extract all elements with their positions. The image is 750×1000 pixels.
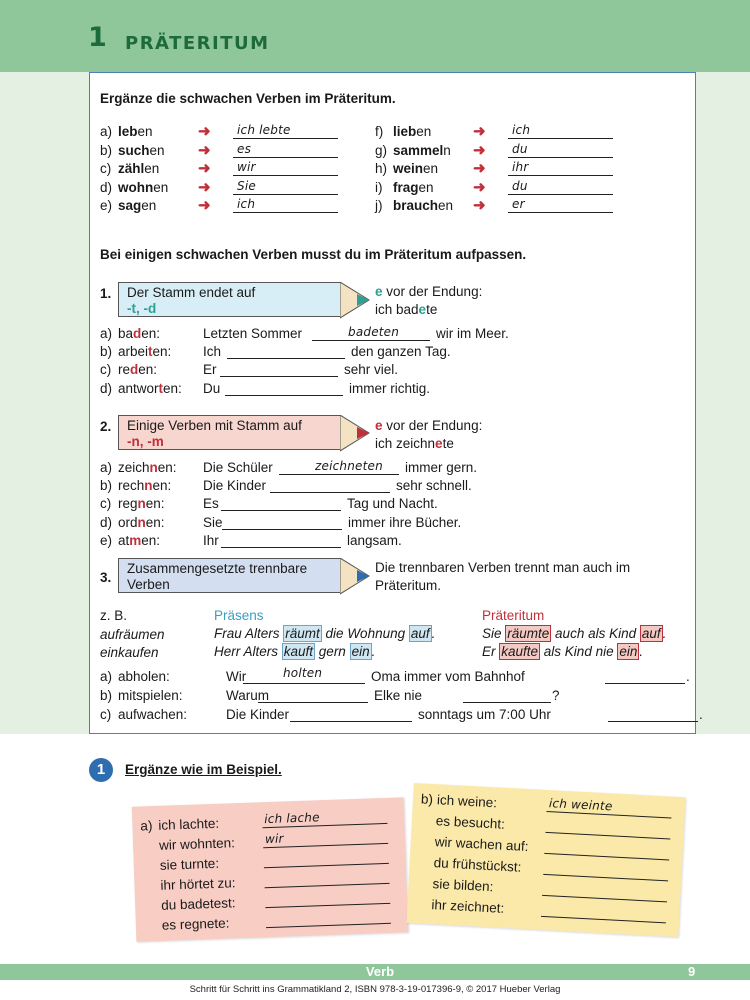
footer-citation: Schritt für Schritt ins Grammatikland 2, ISBN 978-3-19-017396-9, © 2017 Hueber Verlag bbox=[189, 984, 561, 995]
item-label: g) bbox=[375, 142, 388, 158]
verb-part: at bbox=[118, 532, 130, 548]
verb bbox=[118, 460, 177, 475]
item-label: e) bbox=[100, 198, 113, 213]
answer-blank[interactable] bbox=[263, 828, 388, 848]
praesens-heading: Präsens bbox=[214, 608, 264, 623]
verb-part: ba bbox=[118, 326, 134, 341]
card-prompt: wir wachen auf: bbox=[434, 834, 529, 855]
verb-ending: en bbox=[153, 179, 169, 195]
verb-ending: en bbox=[418, 179, 434, 195]
rule2-example-e: e bbox=[435, 436, 443, 451]
card-a-label: a) bbox=[140, 818, 153, 834]
rule2-example bbox=[375, 436, 454, 451]
verb-highlight: m bbox=[129, 532, 142, 548]
answer-text: ich bbox=[512, 123, 531, 137]
answer-blank[interactable] bbox=[264, 868, 389, 888]
sentence-end: wir im Meer. bbox=[436, 326, 509, 341]
answer-blank[interactable] bbox=[508, 142, 613, 158]
rule1-line2: -t, -d bbox=[127, 301, 157, 316]
sentence-start: Wir bbox=[226, 669, 247, 684]
verb: abholen: bbox=[118, 669, 170, 684]
highlight-prefix: ein bbox=[619, 644, 638, 659]
answer-blank[interactable] bbox=[258, 687, 368, 703]
item-label: a) bbox=[100, 124, 113, 139]
verb-ending: en bbox=[144, 161, 160, 176]
answer-blank[interactable] bbox=[508, 160, 613, 176]
answer-blank[interactable] bbox=[220, 361, 338, 377]
pencil-tip-icon bbox=[340, 282, 370, 319]
sentence-middle: Oma immer vom Bahnhof bbox=[371, 669, 525, 684]
page-number: 9 bbox=[688, 964, 696, 979]
answer-text: wir bbox=[264, 831, 284, 847]
sentence-middle: sonntags um 7:00 Uhr bbox=[418, 707, 551, 722]
answer-blank[interactable] bbox=[262, 808, 387, 828]
verb-stem: sag bbox=[118, 198, 142, 213]
verb-part: en: bbox=[145, 496, 165, 512]
item-label: c) bbox=[100, 707, 112, 722]
verb bbox=[393, 124, 431, 139]
item-label: b) bbox=[100, 344, 113, 360]
verb-ending: en bbox=[438, 198, 454, 213]
arrow-right-icon: ➜ bbox=[473, 178, 486, 196]
rule1-number: 1. bbox=[100, 286, 112, 301]
sentence-end: . bbox=[686, 669, 690, 684]
answer-blank-2[interactable] bbox=[463, 687, 551, 703]
arrow-right-icon: ➜ bbox=[473, 123, 486, 140]
verb-ending: en bbox=[137, 124, 153, 139]
item-label: c) bbox=[100, 161, 112, 176]
verb bbox=[118, 124, 153, 139]
item-label: c) bbox=[100, 496, 112, 512]
answer-blank[interactable] bbox=[545, 817, 671, 840]
answer-blank[interactable] bbox=[543, 859, 669, 882]
card-prompt: ihr zeichnet: bbox=[431, 897, 505, 916]
rule1-example-b: te bbox=[426, 302, 438, 317]
answer-blank[interactable] bbox=[233, 142, 338, 158]
rule3-note-line1: Die trennbaren Verben trennt man auch im bbox=[375, 560, 631, 575]
verb-part: en: bbox=[163, 380, 182, 396]
sentence-end: Tag und Nacht. bbox=[347, 496, 438, 512]
verb-part: antwor bbox=[118, 380, 159, 396]
card-prompt: es regnete: bbox=[161, 915, 230, 933]
answer-blank[interactable] bbox=[233, 197, 338, 213]
highlight-verb: räumt bbox=[285, 626, 320, 641]
verb bbox=[393, 198, 453, 213]
answer-text: du bbox=[512, 178, 528, 193]
arrow-right-icon: ➜ bbox=[473, 160, 486, 177]
answer-blank[interactable] bbox=[233, 179, 338, 195]
verb-stem: brauch bbox=[393, 198, 439, 213]
answer-blank[interactable] bbox=[222, 514, 342, 530]
rule1-example bbox=[375, 302, 437, 317]
answer-blank[interactable] bbox=[508, 123, 613, 139]
verb-stem: wein bbox=[393, 161, 424, 176]
sentence-end: langsam. bbox=[347, 532, 402, 548]
item-label: b) bbox=[100, 478, 113, 494]
answer-blank[interactable] bbox=[221, 495, 341, 511]
item-label: h) bbox=[375, 161, 388, 176]
verb bbox=[118, 344, 171, 359]
verb: aufwachen: bbox=[118, 707, 188, 722]
example-marker: z. B. bbox=[100, 608, 128, 623]
verb-highlight: n bbox=[144, 478, 153, 494]
rule2-line2: -n, -m bbox=[127, 434, 164, 449]
rule1-example-a: ich bad bbox=[375, 302, 419, 317]
verb bbox=[393, 180, 434, 195]
item-label: a) bbox=[100, 460, 113, 475]
arrow-right-icon: ➜ bbox=[198, 141, 211, 159]
answer-blank[interactable] bbox=[279, 459, 399, 475]
item-label: i) bbox=[375, 179, 383, 195]
verb-highlight: n bbox=[137, 496, 146, 512]
card-prompt: du badetest: bbox=[160, 895, 236, 913]
verb-part: en: bbox=[152, 478, 172, 494]
highlight-prefix: auf bbox=[410, 626, 430, 641]
exercise-section bbox=[0, 734, 750, 964]
verb-part: arbei bbox=[118, 344, 149, 360]
rule1-note-e: e bbox=[375, 284, 383, 299]
sentence-start: Warum bbox=[226, 688, 269, 703]
sentence-start: Die Schüler bbox=[203, 460, 273, 475]
item-label: d) bbox=[100, 514, 113, 530]
verb bbox=[393, 161, 438, 176]
verb-stem: sammel bbox=[393, 142, 444, 158]
card-prompt: ihr hörtet zu: bbox=[160, 875, 236, 893]
rule2-note-rest: vor der Endung: bbox=[382, 418, 483, 433]
exercise-card-a bbox=[132, 797, 409, 941]
verb-part: en: bbox=[141, 326, 161, 341]
sentence-middle: Elke nie bbox=[374, 688, 423, 703]
sentence-end: sehr viel. bbox=[344, 362, 399, 378]
answer-text: er bbox=[512, 197, 525, 211]
card-prompt: sie bilden: bbox=[432, 876, 494, 895]
answer-text: du bbox=[512, 141, 528, 156]
chapter-title: PRÄTERITUM bbox=[125, 33, 270, 54]
answer-text: ihr bbox=[512, 160, 529, 174]
card-prompt: du frühstückst: bbox=[433, 855, 522, 875]
sentence-end: den ganzen Tag. bbox=[351, 344, 451, 360]
highlight-verb: kauft bbox=[283, 644, 314, 659]
item-label: d) bbox=[100, 380, 113, 396]
answer-blank[interactable] bbox=[508, 179, 613, 195]
verb-stem: such bbox=[118, 142, 150, 158]
answer-text: Sie bbox=[237, 178, 256, 193]
section1-instruction: Ergänze die schwachen Verben im Präteritum. bbox=[100, 91, 396, 106]
pencil-tip-icon bbox=[340, 415, 370, 452]
chapter-number: 1 bbox=[88, 22, 107, 53]
verb-part: en: bbox=[138, 362, 158, 378]
verb: mitspielen: bbox=[118, 688, 183, 703]
item-label: f) bbox=[375, 124, 384, 139]
verb-ending: en bbox=[416, 124, 432, 139]
verb-ending: n bbox=[443, 142, 451, 158]
pencil-tip-icon bbox=[340, 558, 370, 595]
sentence-start: Es bbox=[203, 496, 219, 512]
item-label: j) bbox=[375, 198, 383, 213]
verb-ending: en bbox=[141, 198, 157, 213]
answer-blank-2[interactable] bbox=[608, 706, 698, 722]
rule3-line1: Zusammengesetzte trennbare bbox=[127, 561, 308, 576]
sentence-start: Sie bbox=[203, 514, 223, 530]
arrow-right-icon: ➜ bbox=[198, 123, 211, 140]
rule2-number: 2. bbox=[100, 419, 112, 434]
item-label: b) bbox=[100, 688, 113, 703]
chapter-header bbox=[0, 0, 750, 72]
arrow-right-icon: ➜ bbox=[198, 197, 211, 214]
sentence-start: Die Kinder bbox=[226, 707, 290, 722]
answer-blank[interactable] bbox=[265, 888, 390, 908]
section2-instruction: Bei einigen schwachen Verben musst du im Präteritum aufpassen. bbox=[100, 247, 527, 262]
answer-text: ich lache bbox=[263, 810, 320, 827]
verb-part: en: bbox=[141, 532, 161, 548]
verb-highlight: n bbox=[149, 460, 158, 475]
arrow-right-icon: ➜ bbox=[473, 197, 486, 214]
example-verb-2: einkaufen bbox=[100, 645, 159, 660]
answer-blank[interactable] bbox=[225, 380, 343, 396]
answer-text: badeten bbox=[348, 325, 400, 339]
item-label: e) bbox=[100, 532, 113, 548]
answer-blank[interactable] bbox=[263, 848, 388, 868]
answer-blank[interactable] bbox=[233, 160, 338, 176]
answer-blank-2[interactable] bbox=[605, 668, 685, 684]
item-label: d) bbox=[100, 179, 113, 195]
answer-text: ich weinte bbox=[548, 796, 613, 814]
verb-part: reg bbox=[118, 496, 138, 512]
card-prompt: ich lachte: bbox=[158, 815, 220, 833]
verb bbox=[118, 533, 160, 548]
verb-part: en: bbox=[145, 514, 165, 530]
verb bbox=[118, 180, 168, 195]
verb-highlight: t bbox=[158, 380, 164, 396]
verb-highlight: n bbox=[137, 514, 146, 530]
sentence-start: Er bbox=[203, 362, 217, 378]
verb-ending: en bbox=[423, 161, 439, 176]
card-prompt: wir wohnten: bbox=[158, 835, 236, 853]
answer-blank[interactable] bbox=[221, 532, 341, 548]
rule3-note-line2: Präteritum. bbox=[375, 578, 442, 593]
exercise-number-badge: 1 bbox=[89, 758, 113, 782]
example-praeteritum-1: Sie räumte auch als Kind auf . bbox=[482, 626, 667, 641]
arrow-right-icon: ➜ bbox=[198, 160, 211, 177]
sentence-end: immer richtig. bbox=[349, 380, 431, 396]
exercise-card-b bbox=[407, 783, 686, 937]
answer-blank[interactable] bbox=[233, 123, 338, 139]
example-praesens-1: Frau Alters räumt die Wohnung auf . bbox=[214, 626, 436, 641]
answer-blank[interactable] bbox=[243, 668, 365, 684]
verb-stem: wohn bbox=[118, 179, 154, 195]
item-label: b) bbox=[100, 142, 113, 158]
sentence-start: Letzten Sommer bbox=[203, 326, 303, 341]
rule2-example-a: ich zeichn bbox=[375, 436, 436, 451]
sentence-start: Ich bbox=[203, 344, 222, 360]
verb bbox=[118, 143, 165, 158]
verb-part: zeich bbox=[118, 460, 150, 475]
verb-highlight: d bbox=[133, 326, 142, 341]
verb bbox=[118, 496, 165, 511]
answer-blank[interactable] bbox=[544, 838, 670, 861]
answer-blank[interactable] bbox=[542, 880, 668, 903]
praeteritum-heading: Präteritum bbox=[482, 608, 545, 623]
example-praesens-2: Herr Alters kauft gern ein . bbox=[214, 644, 376, 659]
verb bbox=[118, 381, 182, 396]
answer-blank[interactable] bbox=[290, 706, 412, 722]
verb-ending: en bbox=[149, 142, 165, 158]
highlight-verb: räumte bbox=[507, 626, 550, 641]
card-prompt: es besucht: bbox=[435, 813, 506, 832]
verb-part: en: bbox=[152, 344, 172, 360]
verb-part: ord bbox=[118, 514, 138, 530]
verb bbox=[118, 161, 159, 176]
verb bbox=[393, 143, 451, 158]
exercise-title: Ergänze wie im Beispiel. bbox=[125, 762, 282, 777]
verb bbox=[118, 362, 157, 377]
answer-text: wir bbox=[237, 160, 256, 174]
verb-part: re bbox=[118, 362, 131, 378]
example-verb-1: aufräumen bbox=[100, 627, 165, 642]
rule1-note-rest: vor der Endung: bbox=[382, 284, 483, 299]
verb bbox=[118, 478, 171, 493]
answer-text: holten bbox=[283, 666, 323, 680]
answer-text: es bbox=[237, 141, 252, 156]
answer-text: ich bbox=[237, 197, 256, 211]
answer-blank[interactable] bbox=[265, 908, 390, 928]
answer-blank[interactable] bbox=[547, 796, 673, 819]
verb-stem: frag bbox=[393, 179, 419, 195]
sentence-end: ? bbox=[552, 688, 560, 703]
answer-blank[interactable] bbox=[270, 477, 390, 493]
highlight-prefix: auf bbox=[641, 626, 661, 641]
answer-text: zeichneten bbox=[315, 459, 383, 473]
sentence-end: immer ihre Bücher. bbox=[348, 514, 462, 530]
arrow-right-icon: ➜ bbox=[198, 178, 211, 196]
rule1-pencil bbox=[118, 282, 340, 317]
verb-stem: leb bbox=[118, 124, 138, 139]
verb-stem: zähl bbox=[118, 161, 145, 176]
footer-topic: Verb bbox=[365, 964, 395, 979]
sentence-end: . bbox=[699, 707, 703, 722]
rule1-line1: Der Stamm endet auf bbox=[127, 285, 256, 300]
rule2-note bbox=[375, 418, 482, 433]
grammar-panel bbox=[89, 72, 703, 734]
sentence-end: sehr schnell. bbox=[396, 478, 472, 494]
rule3-number: 3. bbox=[100, 570, 112, 585]
rule2-line1: Einige Verben mit Stamm auf bbox=[127, 418, 302, 433]
sentence-end: immer gern. bbox=[405, 460, 478, 475]
verb bbox=[118, 515, 165, 530]
answer-blank[interactable] bbox=[508, 197, 613, 213]
rule2-pencil bbox=[118, 415, 340, 450]
verb bbox=[118, 326, 160, 341]
sentence-start: Ihr bbox=[203, 532, 219, 548]
rule3-pencil bbox=[118, 558, 340, 593]
verb-highlight: d bbox=[130, 362, 139, 378]
verb-part: en: bbox=[157, 460, 177, 475]
rule2-example-b: te bbox=[442, 436, 454, 451]
item-label: a) bbox=[100, 326, 113, 341]
answer-blank[interactable] bbox=[227, 343, 345, 359]
sentence-start: Du bbox=[203, 380, 221, 396]
answer-blank[interactable] bbox=[541, 901, 667, 924]
verb-part: rech bbox=[118, 478, 145, 494]
highlight-prefix: ein bbox=[351, 644, 370, 659]
arrow-right-icon: ➜ bbox=[473, 141, 486, 159]
verb bbox=[118, 198, 156, 213]
answer-text: ich lebte bbox=[237, 123, 291, 137]
card-prompt: ich weine: bbox=[436, 792, 498, 811]
answer-blank[interactable] bbox=[312, 325, 430, 341]
rule1-example-e: e bbox=[418, 302, 427, 317]
item-label: c) bbox=[100, 362, 112, 378]
example-praeteritum-2: Er kaufte als Kind nie ein . bbox=[482, 644, 644, 659]
sentence-start: Die Kinder bbox=[203, 478, 267, 494]
card-prompt: sie turnte: bbox=[159, 855, 220, 873]
highlight-verb: kaufte bbox=[501, 644, 539, 659]
rule3-line2: Verben bbox=[127, 577, 170, 592]
rule2-note-e: e bbox=[375, 418, 383, 433]
verb-stem: lieb bbox=[393, 124, 417, 139]
item-label: a) bbox=[100, 669, 113, 684]
rule1-note bbox=[375, 284, 482, 299]
verb-highlight: t bbox=[148, 344, 153, 360]
card-b-label: b) bbox=[420, 791, 434, 807]
